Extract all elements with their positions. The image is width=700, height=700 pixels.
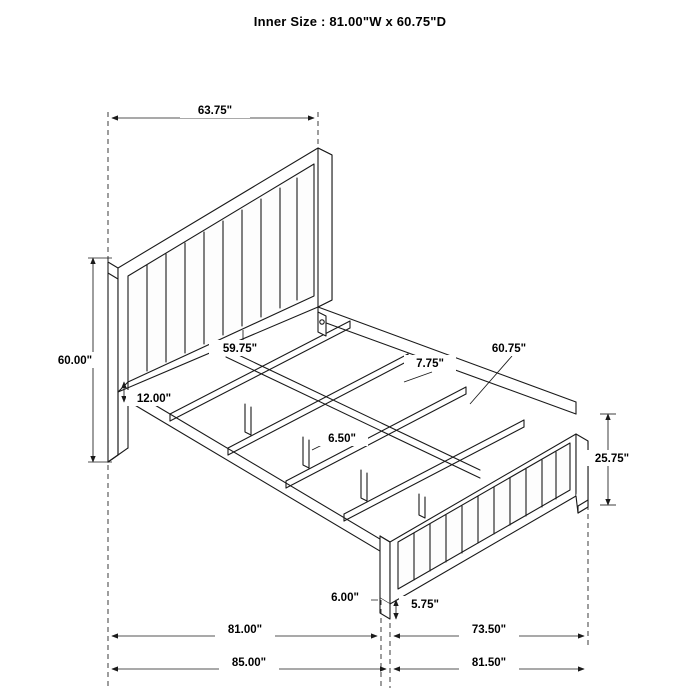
dim-headboard-width: 63.75" [197, 105, 233, 117]
dim-footboard-width: 73.50" [471, 624, 507, 636]
dim-footboard-overall: 81.50" [471, 657, 507, 669]
dim-footboard-floor: 5.75" [411, 599, 439, 611]
dim-inner-length: 81.00" [227, 624, 263, 636]
dim-side-rail-depth: 60.75" [491, 343, 527, 355]
dim-rail-drop: 7.75" [416, 358, 444, 370]
dim-frame-floor: 6.00" [331, 592, 359, 604]
dim-footboard-height: 25.75" [594, 453, 630, 465]
dim-slat-height: 6.50" [328, 433, 356, 445]
dim-headboard-height: 60.00" [57, 355, 93, 367]
dim-overall-length: 85.00" [231, 657, 267, 669]
dim-headboard-clearance: 12.00" [136, 393, 172, 405]
dim-headboard-panel-width: 59.75" [222, 343, 258, 355]
page-title: Inner Size : 81.00"W x 60.75"D [253, 14, 447, 29]
